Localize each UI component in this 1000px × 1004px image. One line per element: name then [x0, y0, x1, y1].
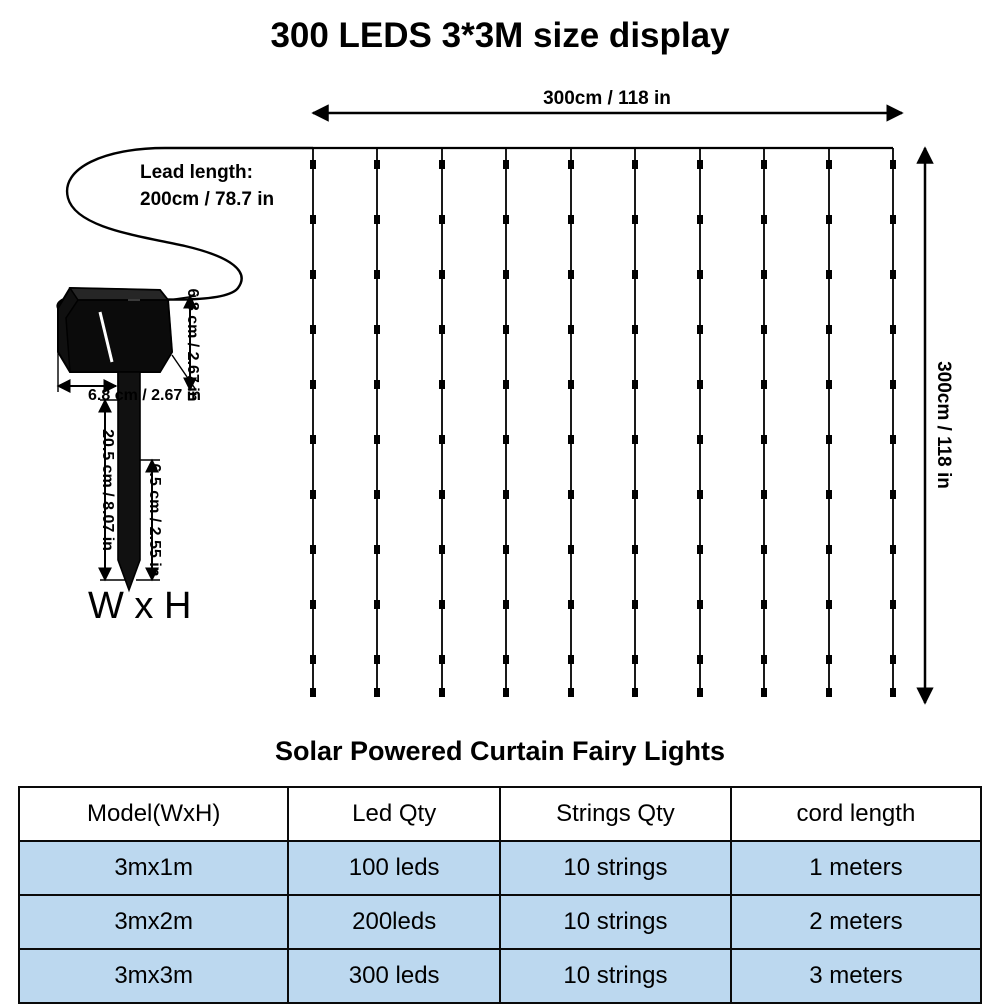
panel-width-label: 6.8 cm / 2.67 in — [88, 387, 201, 404]
right-dimension-label: 300cm / 118 in — [933, 361, 954, 489]
specification-table — [18, 786, 982, 1004]
column-header-model: Model(WxH) — [19, 787, 288, 841]
table-header-row — [19, 787, 981, 841]
lead-length-label-line1: Lead length: — [140, 162, 253, 183]
top-dimension-label: 300cm / 118 in — [543, 88, 671, 109]
table-row — [19, 895, 981, 949]
cell-led-qty: 300 leds — [288, 949, 500, 1003]
table-row — [19, 949, 981, 1003]
cell-model: 3mx1m — [19, 841, 288, 895]
cell-strings-qty: 10 strings — [500, 895, 731, 949]
cell-led-qty: 200leds — [288, 895, 500, 949]
page-title: 300 LEDS 3*3M size display — [270, 16, 730, 55]
cell-strings-qty: 10 strings — [500, 949, 731, 1003]
led-strings — [313, 148, 893, 697]
column-header-led-qty: Led Qty — [288, 787, 500, 841]
column-header-strings-qty: Strings Qty — [500, 787, 731, 841]
panel-depth-label: 6.8 cm / 2.67 in — [184, 288, 201, 402]
led-nodes — [310, 160, 896, 697]
cell-cord-length: 1 meters — [731, 841, 981, 895]
product-subtitle: Solar Powered Curtain Fairy Lights — [274, 736, 726, 766]
cell-cord-length: 3 meters — [731, 949, 981, 1003]
cell-led-qty: 100 leds — [288, 841, 500, 895]
cell-model: 3mx2m — [19, 895, 288, 949]
wxh-label: W x H — [88, 585, 192, 627]
cell-model: 3mx3m — [19, 949, 288, 1003]
stake-part-label: 6.5 cm / 2.55 in — [146, 463, 163, 577]
cell-strings-qty: 10 strings — [500, 841, 731, 895]
stake-total-label: 20.5 cm / 8.07 in — [99, 429, 116, 551]
lead-length-label-line2: 200cm / 78.7 in — [140, 189, 275, 210]
table-row — [19, 841, 981, 895]
column-header-cord-length: cord length — [731, 787, 981, 841]
cell-cord-length: 2 meters — [731, 895, 981, 949]
